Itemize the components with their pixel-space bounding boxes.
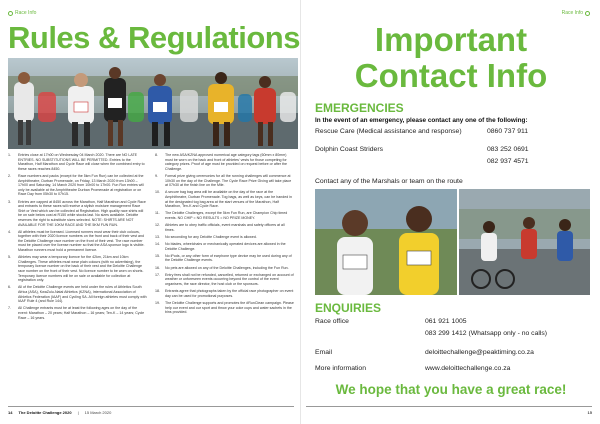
contact-label: Rescue Care (Medical assistance and response) (315, 128, 462, 135)
cyclists-photo (459, 189, 590, 295)
rule-item: 18. Entrants agree that photographs taken by the official race photographer on event day can be used for promotional purposes. (155, 289, 294, 298)
emergency-contact-row (315, 146, 595, 153)
emergency-contact-row (315, 128, 595, 135)
rule-item: 11. The Deloitte Challenges, except the 5km Fun Run, are Champion Chip timed events. NO CHIP = NO RESULTS = NO PRIZE MONEY. (155, 211, 288, 220)
runners-photo (8, 58, 298, 149)
rule-item: 10. A secure bag bag area will be available on the day of the race at the Amphitheatre, Durban Promenade. Tog bags, as well as keys, can be handed in at the designated tog bag area at the start venues of the Marathon, Half Marathon, Ten-K and Cycle Race. (155, 190, 292, 209)
marshals-photo-illustration (315, 189, 457, 295)
race-info-tag-label: Race Info (561, 10, 583, 16)
contact-phone: 082 937 4571 (487, 158, 529, 165)
rule-item: 16. No pets are allowed on any of the Deloitte Challenges, including the Fun Run. (155, 265, 289, 270)
right-page (300, 0, 600, 424)
rule-item: 6. All of the Deloitte Challenge events are held under the rules of Athletics South Africa (ASA), KwaZulu-Natal Athletics (KZNA), International Association of Athletics Federation (IAAF) and Cycling SA. All foreign athletes must comply with IAAF Rule 4 (and Rule 144). (8, 285, 147, 304)
rule-item: 12. Athletes are to obey traffic officials, event marshals and safety officers at all times. (155, 223, 285, 232)
rules-column-2 (155, 153, 294, 405)
rule-item: 1. Entries close at 17h00 on Wednesday 04 March 2020. There are NO LATE ENTRIES. NO SUBSTITUTIONS WILL BE PERMITTED. Entries to the Marathon, Half Marathon and Cycle Race will close when the combined entry to these races reaches 8450. (8, 153, 145, 171)
rule-item: 4. All athletes must be licensed. Licensed runners must wear their club colours, together with their 2020 licence numbers on the front and back of their vest and the Deloitte Challenge race number on the front of their vest. The race number must be placed over the license number so that the ASA sponsor logo is visible. Marathon runners must hold a permanent licence. (8, 229, 145, 253)
contact-label: Dolphin Coast Striders (315, 146, 383, 153)
contact-title-line-1: Important (374, 21, 528, 58)
enquiry-row (315, 365, 595, 372)
left-footer (8, 406, 294, 415)
enquiry-row (315, 349, 595, 356)
rule-item: 19. The Deloitte Challenge supports and promotes the #RunClean campaign. Please help our event and our sport and throw your coke cups and water sachets in the bins provided. (155, 300, 294, 315)
contact-title (301, 22, 600, 94)
runners-photo-illustration (8, 58, 298, 149)
page-number: 15 (587, 410, 592, 415)
rules-column-1 (8, 153, 147, 405)
rule-item: 5. Athletes may wear a temporary licence for the 42km, 21km and 10km Challenges. These athletes must wear plain colours (with no advertising), the temporary licence number on the back of their vest and the Deloitte Challenge race number on the front of their vest. No licence number to be worn on shorts. Temporary licence numbers will be on sale or available for collection at registration only. (8, 255, 144, 283)
race-info-tag (8, 10, 36, 16)
page-title: Rules & Regulations (8, 20, 300, 55)
emergencies-intro: In the event of an emergency, please contact any one of the following: (315, 117, 528, 124)
rule-item: 7. All Challenge entrants must be at least the following ages on the day of the event: Marathon – 20 years; Half Marathon – 16 years; Ten-K – 14 years; Cycle Race – 16 years. (8, 306, 145, 320)
enquiry-value: 061 921 1005 (425, 318, 467, 325)
cyclists-photo-illustration (459, 189, 590, 295)
race-info-tag-label: Race Info (15, 10, 37, 16)
email-link[interactable]: deloittechallenge@peaktiming.co.za (425, 349, 534, 356)
enquiry-label: Email (315, 349, 332, 356)
tag-dot-icon (8, 11, 13, 16)
rules-list (8, 153, 294, 405)
enquiry-value: 083 299 1412 (Whatsapp only - no calls) (425, 330, 548, 337)
closing-message: We hope that you have a great race! (335, 382, 567, 397)
publication-date: 15 March 2020 (84, 410, 112, 415)
website-link[interactable]: www.deloittechallenge.co.za (425, 365, 511, 372)
marshals-note: Contact any of the Marshals or team on the route (315, 178, 463, 185)
footer-separator: | (77, 410, 79, 415)
enquiry-row (315, 318, 595, 325)
rule-item: 15. No iPods, or any other form of earphone type device may be used during any of the Deloitte Challenge events. (155, 253, 292, 263)
right-footer (306, 406, 592, 415)
enquiries-heading: ENQUIRIES (315, 301, 382, 315)
contact-phone: 0860 737 911 (487, 128, 529, 135)
publication-title: The Deloitte Challenge 2020 (18, 410, 72, 415)
rule-item: 2. Race numbers and packs (except for the 5km Fun Run) can be collected at the Amphitheatre, Durban Promenade, on Friday, 13 March 2020 from 13h00 – 17h00 and Saturday, 14 March 2020 from 10h00 to 17h00. Fun Run entries will only be available at the Amphitheatre Durban Promenade at registration or on Race Day from 05h30 to 07h15. (8, 173, 144, 197)
rule-item: 13. No seconding for any Deloitte Challenge event is allowed. (155, 234, 257, 239)
marshals-photos (315, 189, 590, 295)
rule-item: 3. Entries are capped at 8450 across the Marathon, Half Marathon and Cycle Race and entrants to these races will receive a stylish moisture management Race Shirt or Vest which can be collected at Registration. High quality race shirts will be on sale below cost at R150 while stocks last. No sizes available. Deloitte reserves the right to substitute sizes selected. NOTE: SHIRTS ARE NOT AVAILABLE FOR THE 10KM RACE AND THE 5KM FUN RUN. (8, 199, 146, 227)
race-info-tag-right (562, 10, 590, 16)
contact-title-line-2: Contact Info (354, 57, 548, 94)
rule-item: 9. Formal prize giving ceremonies for all the running challenges will commence at 10h30 on the day of the Challenge. The Cycle Race Prize Giving will take place at 07h30 at the finish line on the Mile. (155, 173, 292, 188)
tag-dot-icon (585, 11, 590, 16)
rule-item: 17. Entry fees shall not be refunded, cancelled, returned or exchanged on account of weather or unforeseen events occurring beyond the control of the event organisers, the race director, the host club or the sponsors. (155, 272, 294, 286)
page-number: 14 (8, 410, 13, 415)
marshals-photo (315, 189, 457, 295)
rule-item: 14. No blades, wheelchairs or mechanically operated devices are allowed in the Deloitte Challenge. (155, 242, 286, 251)
rule-item: 8. The new ASA/KZNA approved numerical age category tags (60mm x 80mm) must be worn on the back and front of athletes' vests for those competing for category prizes. Proof of age must be provided on request before or after the Challenge. (155, 153, 288, 171)
emergencies-heading: EMERGENCIES (315, 101, 404, 115)
enquiry-label: More information (315, 365, 366, 372)
contact-phone: 083 252 0691 (487, 146, 529, 153)
enquiry-label: Race office (315, 318, 349, 325)
